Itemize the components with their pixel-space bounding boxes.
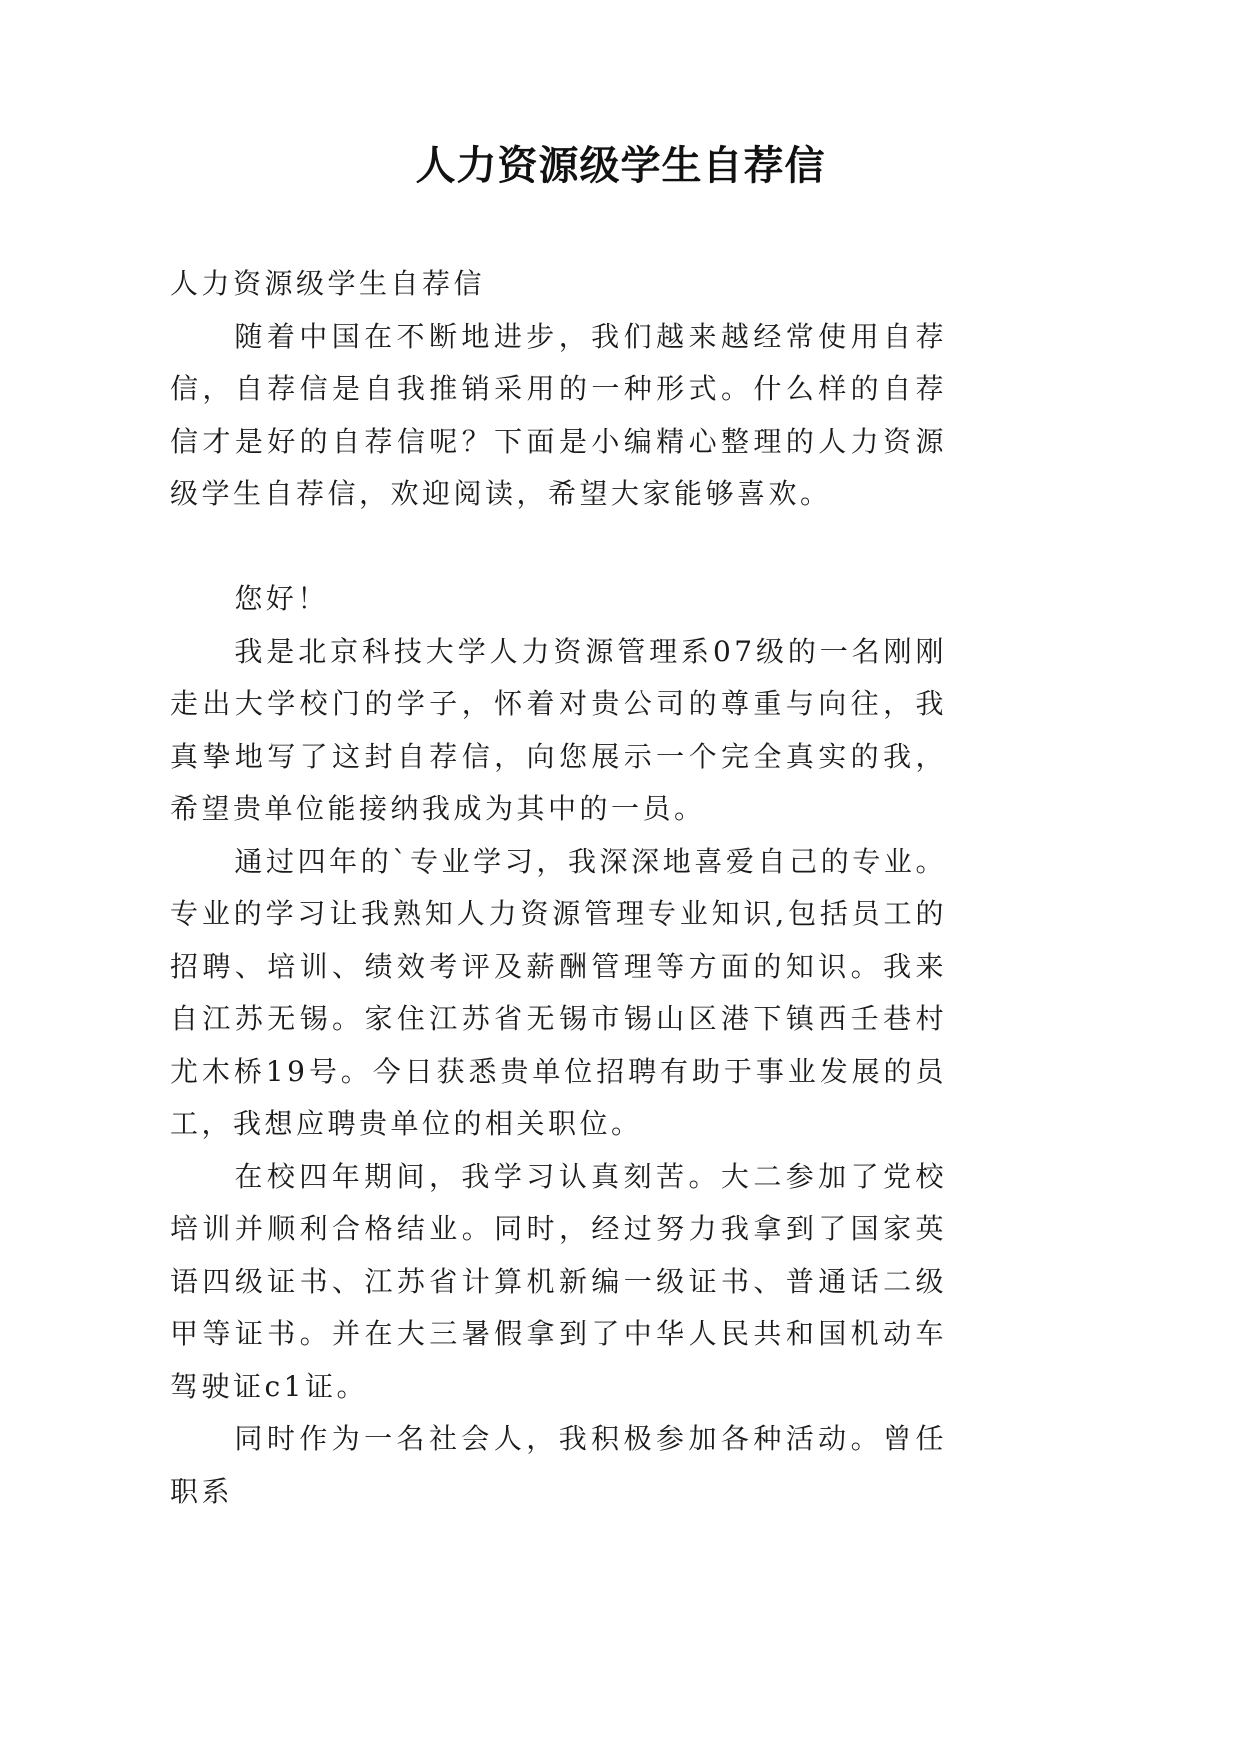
body-paragraph: 您好！ — [234, 582, 329, 615]
document-subtitle: 人力资源级学生自荐信 — [170, 267, 486, 300]
body-paragraph: 随着中国在不断地进步，我们越来越经常使用自荐信，自荐信是自我推销采用的一种形式。什么样的自荐信才是好的自荐信呢？下面是小编精心整理的人力资源级学生自荐信，欢迎阅读，希望大家能够喜欢。 — [170, 319, 947, 510]
body-paragraph: 通过四年的`专业学习，我深深地喜爱自己的专业。专业的学习让我熟知人力资源管理专业知识,包括员工的招聘、培训、绩效考评及薪酬管理等方面的知识。我来自江苏无锡。家住江苏省无锡市锡山区港下镇西壬巷村尤木桥19号。今日获悉贵单位招聘有助于事业发展的员工，我想应聘贵单位的相关职位。 — [170, 844, 947, 1140]
blank-line — [170, 521, 947, 574]
body-paragraph: 在校四年期间，我学习认真刻苦。大二参加了党校培训并顺利合格结业。同时，经过努力我拿到了国家英语四级证书、江苏省计算机新编一级证书、普通话二级甲等证书。并在大三暑假拿到了中华人民共和国机动车驾驶证c1证。 — [170, 1159, 947, 1403]
body-paragraph: 同时作为一名社会人，我积极参加各种活动。曾任职系 — [170, 1422, 947, 1508]
document-body — [170, 258, 947, 1518]
body-paragraph: 我是北京科技大学人力资源管理系07级的一名刚刚走出大学校门的学子，怀着对贵公司的尊重与向往，我真挚地写了这封自荐信，向您展示一个完全真实的我，希望贵单位能接纳我成为其中的一员。 — [170, 634, 947, 825]
document-title: 人力资源级学生自荐信 — [415, 143, 826, 189]
